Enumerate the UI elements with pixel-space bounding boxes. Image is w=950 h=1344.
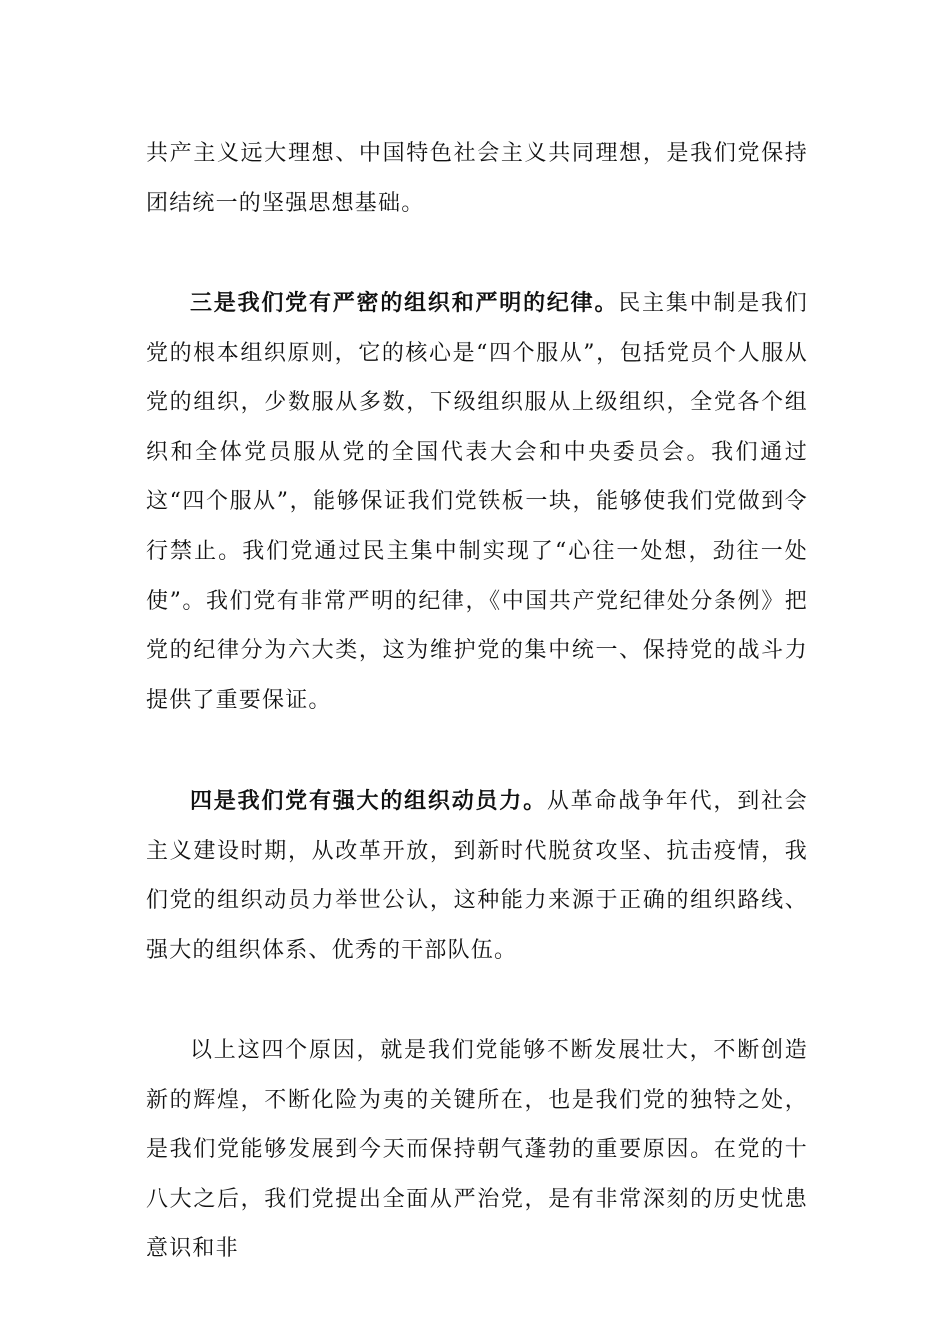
paragraph-text: 民主集中制是我们党的根本组织原则，它的核心是“四个服从”，包括党员个人服从党的组织，少数服从多数，下级组织服从上级组织，全党各个组织和全体党员服从党的全国代表大会和中央委员会。我们通过这“四个服从”，能够保证我们党铁板一块，能够使我们党做到令行禁止。我们党通过民主集中制实现了“心往一处想，劲往一处使”。我们党有非常严明的纪律，《中国共产党纪律处分条例》把党的纪律分为六大类，这为维护党的集中统一、保持党的战斗力提供了重要保证。 [146,291,808,713]
paragraph-continuation [146,129,808,228]
paragraph-lead-sentence: 四是我们党有强大的组织动员力。 [190,789,547,814]
paragraph-text: 共产主义远大理想、中国特色社会主义共同理想，是我们党保持团结统一的坚强思想基础。 [146,141,808,216]
paragraph-organization-discipline [146,279,808,725]
paragraph-summary [146,1026,808,1274]
paragraph-lead-sentence: 三是我们党有严密的组织和严明的纪律。 [190,291,619,316]
paragraph-text: 从革命战争年代，到社会主义建设时期，从改革开放，到新时代脱贫攻坚、抗击疫情，我们党的组织动员力举世公认，这种能力来源于正确的组织路线、强大的组织体系、优秀的干部队伍。 [146,789,808,963]
paragraph-mobilization [146,777,808,975]
paragraph-text: 以上这四个原因，就是我们党能够不断发展壮大，不断创造新的辉煌，不断化险为夷的关键所在，也是我们党的独特之处，是我们党能够发展到今天而保持朝气蓬勃的重要原因。在党的十八大之后，我们党提出全面从严治党，是有非常深刻的历史忧患意识和非 [146,1038,808,1262]
